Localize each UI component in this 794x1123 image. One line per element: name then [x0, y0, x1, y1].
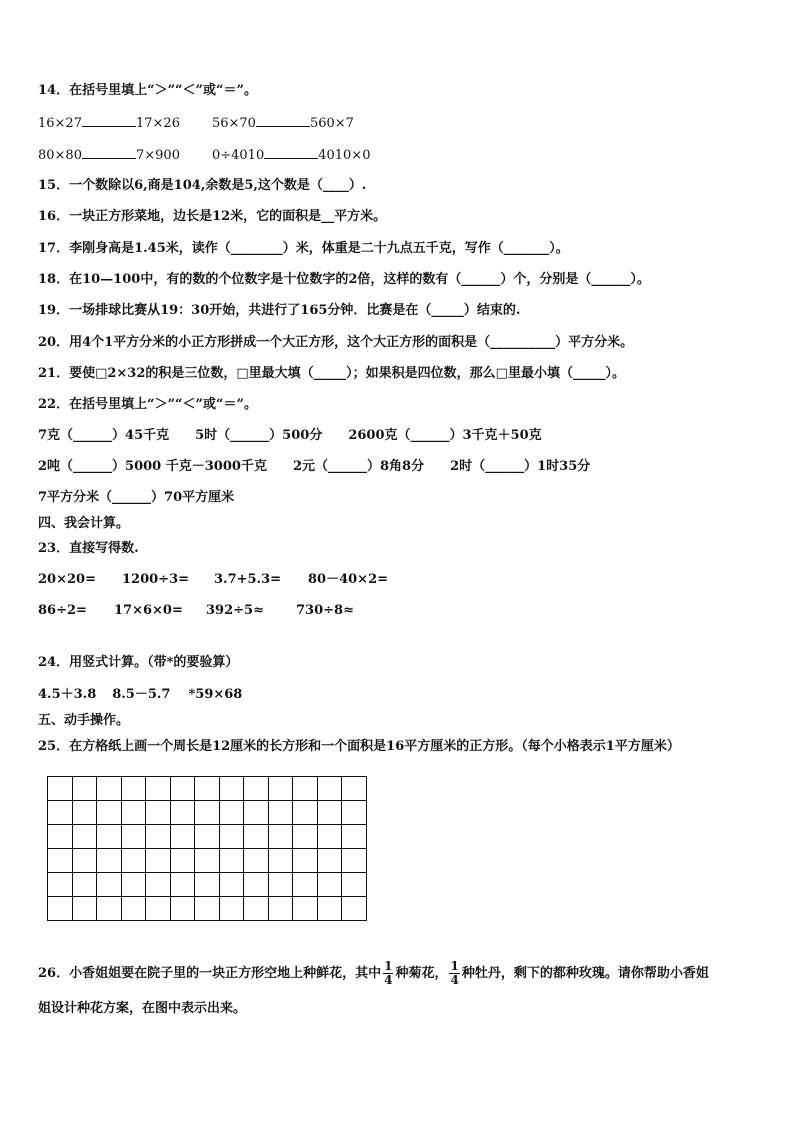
grid-cell[interactable] [170, 897, 195, 921]
answer-blank[interactable] [264, 146, 318, 159]
grid-cell[interactable] [244, 825, 269, 849]
q23-item: 86÷2= [38, 603, 87, 618]
grid-cell[interactable] [72, 777, 97, 801]
q26-text: 26．小香姐姐要在院子里的一块正方形空地上种鲜花，其中 [38, 966, 382, 981]
grid-cell[interactable] [293, 825, 318, 849]
grid-cell[interactable] [293, 801, 318, 825]
grid-cell[interactable] [195, 849, 220, 873]
grid-cell[interactable] [48, 849, 73, 873]
grid-cell[interactable] [244, 777, 269, 801]
grid-row [48, 777, 367, 801]
q23-item: 80－40×2= [308, 572, 389, 587]
fraction-numerator: 1 [450, 959, 459, 973]
q26-line2: 姐设计种花方案，在图中表示出来。 [38, 1001, 247, 1016]
grid-cell[interactable] [146, 873, 171, 897]
q22-item: 2吨（______）5000 千克－3000千克 [38, 459, 267, 474]
grid-cell[interactable] [121, 777, 146, 801]
grid-cell[interactable] [97, 777, 122, 801]
grid-cell[interactable] [195, 801, 220, 825]
grid-cell[interactable] [195, 873, 220, 897]
grid-cell[interactable] [317, 897, 342, 921]
q20-text: 20．用4个1平方分米的小正方形拼成一个大正方形，这个大正方形的面积是（__________）平方分米。 [38, 335, 634, 350]
q14-item: 16×27 [38, 116, 82, 131]
q26-line1 [38, 960, 709, 987]
grid-cell[interactable] [195, 897, 220, 921]
grid-cell[interactable] [72, 873, 97, 897]
grid-cell[interactable] [342, 801, 367, 825]
q25-text: 25．在方格纸上画一个周长是12厘米的长方形和一个面积是16平方厘米的正方形。（每个小格表示1平方厘米） [38, 739, 680, 754]
q23-item: 730÷8≈ [296, 603, 354, 618]
q22-item: 7平方分米（______）70平方厘米 [38, 490, 235, 505]
q23-item: 20×20= [38, 572, 96, 587]
grid-cell[interactable] [293, 897, 318, 921]
q22-item: 2时（______）1时35分 [450, 459, 591, 474]
fraction-denominator: 4 [450, 973, 459, 987]
q14-item: 0÷4010 [211, 148, 265, 163]
grid-cell[interactable] [342, 777, 367, 801]
grid-row [48, 897, 367, 921]
grid-cell[interactable] [268, 873, 293, 897]
grid-cell[interactable] [72, 801, 97, 825]
q24-item: *59×68 [188, 687, 243, 702]
grid-cell[interactable] [170, 825, 195, 849]
q14-item: 560×7 [309, 116, 354, 131]
grid-cell[interactable] [146, 777, 171, 801]
q23-title: 23．直接写得数. [38, 541, 139, 556]
grid-cell[interactable] [317, 801, 342, 825]
grid-cell[interactable] [97, 825, 122, 849]
grid-cell[interactable] [293, 849, 318, 873]
grid-cell[interactable] [342, 873, 367, 897]
grid-cell[interactable] [219, 897, 244, 921]
grid-cell[interactable] [121, 873, 146, 897]
grid-cell[interactable] [146, 849, 171, 873]
grid-cell[interactable] [219, 777, 244, 801]
grid-cell[interactable] [219, 801, 244, 825]
q23-item: 392÷5≈ [206, 603, 264, 618]
grid-row [48, 825, 367, 849]
q19-text: 19．一场排球比赛从19：30开始，共进行了165分钟．比赛是在（_____）结束的. [38, 303, 521, 318]
q22-item: 2600克（______）3千克＋50克 [348, 428, 542, 443]
fraction [449, 960, 459, 987]
grid-cell[interactable] [121, 849, 146, 873]
grid-cell[interactable] [317, 825, 342, 849]
q22-row3 [38, 489, 234, 507]
grid-cell[interactable] [97, 897, 122, 921]
grid-cell[interactable] [244, 801, 269, 825]
q14-item: 56×70 [211, 116, 256, 131]
grid-cell[interactable] [170, 777, 195, 801]
grid-cell[interactable] [48, 825, 73, 849]
grid-cell[interactable] [219, 849, 244, 873]
grid-cell[interactable] [97, 849, 122, 873]
grid-cell[interactable] [268, 825, 293, 849]
grid-cell[interactable] [72, 849, 97, 873]
grid-cell[interactable] [48, 897, 73, 921]
grid-cell[interactable] [342, 897, 367, 921]
grid-cell[interactable] [146, 801, 171, 825]
q23-item: 17×6×0= [114, 603, 183, 618]
grid-cell[interactable] [170, 849, 195, 873]
grid-cell[interactable] [72, 897, 97, 921]
section-heading: 五、动手操作。 [38, 713, 130, 728]
grid-paper[interactable] [47, 776, 367, 921]
grid-cell[interactable] [195, 825, 220, 849]
grid-cell[interactable] [170, 873, 195, 897]
q15-text: 15．一个数除以6,商是104,余数是5,这个数是（____）. [38, 178, 367, 193]
grid-cell[interactable] [219, 825, 244, 849]
grid-cell[interactable] [97, 801, 122, 825]
grid-cell[interactable] [121, 801, 146, 825]
grid-cell[interactable] [195, 777, 220, 801]
answer-blank[interactable] [256, 114, 310, 127]
q18-text: 18．在10—100中，有的数的个位数字是十位数字的2倍，这样的数有（______）个，分别是（______）。 [38, 272, 650, 287]
grid-cell[interactable] [268, 777, 293, 801]
grid-cell[interactable] [48, 777, 73, 801]
grid-cell[interactable] [219, 873, 244, 897]
q14-item: 4010×0 [318, 148, 371, 163]
grid-cell[interactable] [317, 777, 342, 801]
q14-item: 7×900 [135, 148, 180, 163]
grid-cell[interactable] [97, 873, 122, 897]
grid-cell[interactable] [293, 777, 318, 801]
q26-text: 种菊花， [395, 966, 448, 981]
grid-cell[interactable] [317, 849, 342, 873]
grid-cell[interactable] [342, 825, 367, 849]
q14-item: 80×80 [38, 148, 82, 163]
q23-row2 [38, 602, 354, 620]
q21-text: 21．要使□2×32的积是三位数，□里最大填（_____）；如果积是四位数，那么□里最小填（_____）。 [38, 366, 625, 381]
section-heading: 四、我会计算。 [38, 516, 130, 531]
grid-cell[interactable] [268, 897, 293, 921]
q24-items [38, 686, 242, 704]
grid-cell[interactable] [121, 897, 146, 921]
grid-cell[interactable] [317, 873, 342, 897]
q22-item: 5时（______）500分 [195, 428, 323, 443]
q22-row1 [38, 427, 542, 445]
q23-item: 3.7+5.3= [214, 572, 282, 587]
q22-title: 22．在括号里填上“＞”“＜”或“＝”。 [38, 397, 257, 412]
grid-cell[interactable] [48, 801, 73, 825]
q23-item: 1200÷3= [122, 572, 190, 587]
grid-row [48, 873, 367, 897]
grid-row [48, 849, 367, 873]
grid-cell[interactable] [268, 801, 293, 825]
q16-text: 16．一块正方形菜地，边长是12米，它的面积是__平方米。 [38, 209, 387, 224]
q24-item: 8.5－5.7 [112, 687, 171, 702]
q22-item: 7克（______）45千克 [38, 428, 170, 443]
q22-row2 [38, 458, 590, 476]
q26-text: 种牡丹，剩下的都种玫瑰。请你帮助小香姐 [461, 966, 709, 981]
grid-cell[interactable] [244, 897, 269, 921]
grid-cell[interactable] [293, 873, 318, 897]
grid-cell[interactable] [244, 873, 269, 897]
grid-cell[interactable] [342, 849, 367, 873]
q14-row1 [38, 114, 354, 133]
grid-cell[interactable] [146, 825, 171, 849]
q24-title: 24．用竖式计算。（带*的要验算） [38, 655, 239, 670]
grid-cell[interactable] [244, 849, 269, 873]
q24-item: 4.5＋3.8 [38, 687, 97, 702]
fraction [383, 960, 393, 987]
q22-item: 2元（______）8角8分 [292, 459, 425, 474]
fraction-numerator: 1 [384, 959, 393, 973]
fraction-denominator: 4 [384, 973, 393, 987]
q23-row1 [38, 571, 388, 589]
q14-title: 14．在括号里填上“＞”“＜”或“＝”。 [38, 83, 257, 98]
answer-blank[interactable] [82, 146, 136, 159]
grid-row [48, 801, 367, 825]
q14-item: 17×26 [135, 116, 180, 131]
answer-blank[interactable] [82, 114, 136, 127]
grid-cell[interactable] [72, 825, 97, 849]
q14-row2 [38, 146, 370, 165]
grid-cell[interactable] [146, 897, 171, 921]
q17-text: 17．李刚身高是1.45米，读作（________）米，体重是二十九点五千克，写作（_______）。 [38, 241, 569, 256]
grid-cell[interactable] [268, 849, 293, 873]
grid-cell[interactable] [121, 825, 146, 849]
grid-cell[interactable] [48, 873, 73, 897]
grid-cell[interactable] [170, 801, 195, 825]
